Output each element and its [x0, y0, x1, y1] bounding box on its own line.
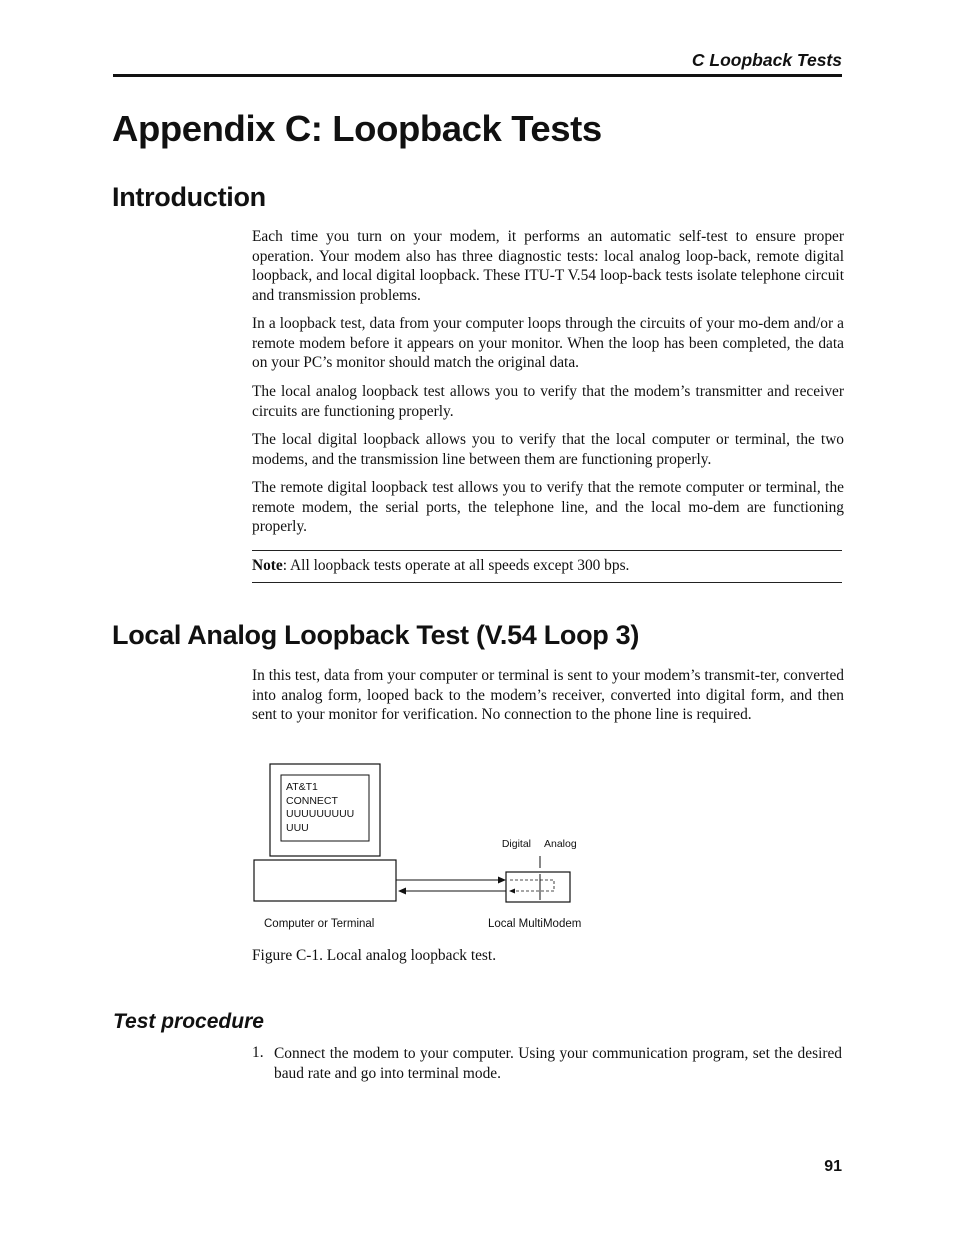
receive-arrowhead: [398, 888, 406, 895]
page-number: 91: [824, 1158, 842, 1175]
screen-line-4: UUU: [286, 822, 309, 834]
local-analog-heading: Local Analog Loopback Test (V.54 Loop 3): [112, 620, 640, 650]
loopback-diagram-svg: [250, 760, 610, 940]
screen-line-3: UUUUUUUUU: [286, 808, 355, 820]
note-top-rule: [252, 550, 842, 551]
modem-box: [506, 872, 570, 902]
intro-paragraph-5: The remote digital loopback test allows you to verify that the remote computer or terminal, the remote modem, the serial ports, the telephone line, and the local mo-dem are functioning properly.: [252, 479, 844, 536]
analog-loop-path: [510, 880, 554, 891]
screen-line-1: AT&T1: [286, 781, 318, 793]
test-procedure-heading: Test procedure: [113, 1010, 264, 1033]
transmit-arrowhead: [498, 877, 506, 884]
local-analog-paragraph: In this test, data from your computer or terminal is sent to your modem’s transmit-ter, converted into analog form, looped back to the modem’s receiver, converted into digital form, and then sent to your monitor for verification. No connection to the phone line is required.: [252, 667, 844, 724]
loop-arrowhead: [509, 889, 515, 894]
label-modem: Local MultiModem: [488, 918, 582, 930]
label-computer: Computer or Terminal: [264, 918, 375, 930]
note-label: Note: [252, 557, 283, 574]
page-title: Appendix C: Loopback Tests: [112, 108, 602, 149]
note: [252, 556, 844, 576]
figure-caption: Figure C-1. Local analog loopback test.: [252, 947, 497, 964]
computer-box: [254, 860, 396, 901]
label-digital: Digital: [501, 838, 531, 850]
intro-paragraph-3: The local analog loopback test allows you to verify that the modem’s transmitter and receiver circuits are functioning properly.: [252, 383, 844, 420]
header-rule: [113, 74, 842, 77]
running-header: C Loopback Tests: [691, 50, 842, 70]
note-bottom-rule: [252, 582, 842, 583]
step-text: Connect the modem to your computer. Using your communication program, set the desired baud rate and go into terminal mode.: [274, 1045, 842, 1082]
loopback-diagram: [250, 760, 610, 940]
step-number: 1.: [252, 1044, 264, 1061]
intro-paragraph-1: Each time you turn on your modem, it performs an automatic self-test to ensure proper operation. Your modem also has three diagnostic tests: local analog loop-back, remote digital loopback, and local digital loopback. These ITU-T V.54 loop-back tests isolate telephone circuit and transmission problems.: [252, 228, 844, 304]
intro-paragraph-2: In a loopback test, data from your computer loops through the circuits of your mo-dem and/or a remote modem before it appears on your monitor. When the loop has been completed, the data on your PC’s monitor should match the original data.: [252, 315, 844, 372]
label-analog: Analog: [544, 838, 577, 850]
note-text: : All loopback tests operate at all speeds except 300 bps.: [282, 557, 630, 574]
introduction-heading: Introduction: [112, 182, 266, 212]
intro-paragraph-4: The local digital loopback allows you to verify that the local computer or terminal, the two modems, and the transmission line between them are functioning properly.: [252, 431, 844, 468]
screen-line-2: CONNECT: [286, 795, 338, 807]
